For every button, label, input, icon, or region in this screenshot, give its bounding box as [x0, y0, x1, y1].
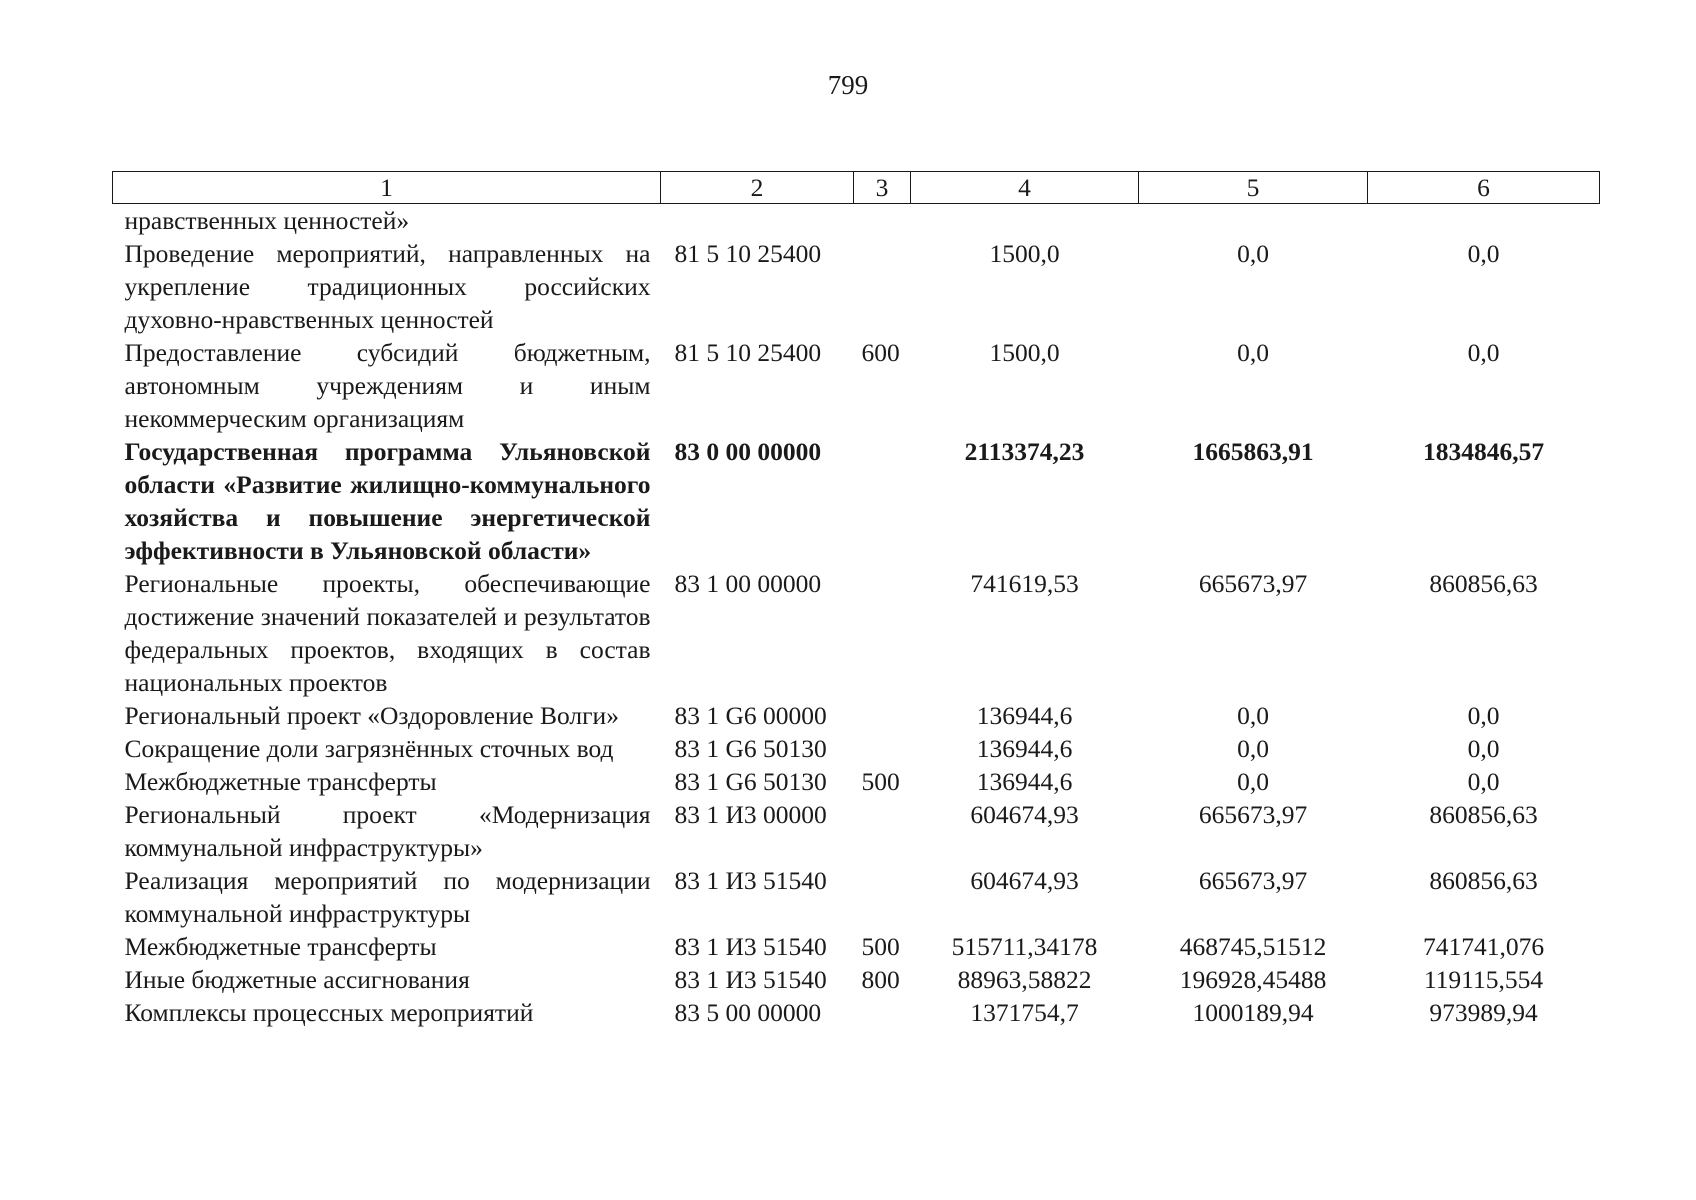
row-value-col6: 119115,554 — [1423, 965, 1544, 994]
row-name: нравственных ценностей» — [124, 206, 410, 235]
row-code: 83 1 G6 50130 — [674, 734, 827, 763]
row-value-col5: 1000189,94 — [1192, 998, 1314, 1027]
row-value-col4: 1500,0 — [989, 239, 1060, 268]
row-name: Региональные проекты, обеспечивающие достижение значений показателей и результатов федеральных проектов, входящих в состав национальных проектов — [124, 569, 651, 697]
budget-table — [112, 171, 1600, 1029]
row-value-col5: 0,0 — [1237, 767, 1269, 796]
header-row — [113, 172, 1600, 204]
row-value-col5: 0,0 — [1237, 701, 1269, 730]
row-value-col4: 136944,6 — [976, 701, 1073, 730]
table-row — [113, 435, 1600, 567]
row-value-col4: 1371754,7 — [970, 998, 1079, 1027]
table-header — [113, 172, 1600, 204]
row-kvr — [854, 732, 911, 765]
row-value-col6: 860856,63 — [1429, 866, 1538, 895]
row-value-col5 — [1139, 204, 1368, 238]
row-value-col5: 196928,45488 — [1179, 965, 1327, 994]
table-row — [113, 798, 1600, 864]
row-name: Реализация мероприятий по модернизации коммунальной инфраструктуры — [124, 866, 651, 928]
table-row — [113, 204, 1600, 238]
table-row — [113, 963, 1600, 996]
row-value-col6: 973989,94 — [1429, 998, 1538, 1027]
row-value-col6: 741741,076 — [1422, 932, 1545, 961]
table-row — [113, 336, 1600, 435]
row-value-col6: 0,0 — [1467, 734, 1500, 763]
row-value-col5: 1665863,91 — [1192, 437, 1314, 466]
row-value-col6: 0,0 — [1467, 239, 1500, 268]
row-kvr — [854, 996, 911, 1029]
row-code: 83 1 И3 51540 — [674, 932, 827, 961]
row-value-col4: 515711,34178 — [951, 932, 1098, 961]
table-row — [113, 699, 1600, 732]
row-name: Межбюджетные трансферты — [124, 932, 437, 961]
row-value-col5: 665673,97 — [1198, 569, 1308, 598]
table-row — [113, 864, 1600, 930]
row-kvr — [854, 864, 911, 930]
row-code: 81 5 10 25400 — [674, 338, 822, 367]
row-name: Межбюджетные трансферты — [124, 767, 437, 796]
row-value-col5: 0,0 — [1237, 338, 1269, 367]
row-value-col6 — [1368, 204, 1600, 238]
table-row — [113, 732, 1600, 765]
row-code: 81 5 10 25400 — [674, 239, 822, 268]
row-kvr: 500 — [861, 767, 900, 796]
row-value-col6: 860856,63 — [1429, 800, 1538, 829]
row-value-col5: 665673,97 — [1198, 866, 1308, 895]
header-col-3: 3 — [854, 172, 911, 204]
header-col-4: 4 — [911, 172, 1139, 204]
row-name: Государственная программа Ульяновской области «Развитие жилищно-коммунального хозяйства и повышение энергетической эффективности в Ульяновской области» — [124, 437, 651, 565]
row-kvr — [854, 567, 911, 699]
header-col-2: 2 — [661, 172, 854, 204]
row-value-col4: 604674,93 — [970, 866, 1079, 895]
row-value-col4: 2113374,23 — [964, 437, 1085, 466]
row-value-col6: 0,0 — [1467, 338, 1500, 367]
row-value-col5: 0,0 — [1237, 239, 1269, 268]
row-code: 83 1 И3 51540 — [674, 866, 827, 895]
row-kvr: 600 — [861, 338, 900, 367]
header-col-6: 6 — [1368, 172, 1600, 204]
row-name: Региональный проект «Оздоровление Волги» — [124, 701, 619, 730]
row-value-col4: 136944,6 — [976, 734, 1073, 763]
row-value-col5: 468745,51512 — [1179, 932, 1327, 961]
row-kvr: 500 — [861, 932, 900, 961]
row-code: 83 1 И3 51540 — [674, 965, 827, 994]
row-kvr — [854, 699, 911, 732]
row-value-col6: 1834846,57 — [1422, 437, 1545, 466]
row-value-col4 — [911, 204, 1139, 238]
table-row — [113, 765, 1600, 798]
row-value-col6: 860856,63 — [1429, 569, 1538, 598]
header-col-1: 1 — [113, 172, 661, 204]
row-code: 83 1 И3 00000 — [674, 800, 827, 829]
row-kvr — [854, 435, 911, 567]
header-col-5: 5 — [1139, 172, 1368, 204]
row-value-col4: 1500,0 — [989, 338, 1060, 367]
row-name: Иные бюджетные ассигнования — [124, 965, 470, 994]
row-code: 83 0 00 00000 — [674, 437, 822, 466]
row-value-col5: 665673,97 — [1198, 800, 1308, 829]
row-value-col4: 88963,58822 — [957, 965, 1092, 994]
row-kvr: 800 — [861, 965, 900, 994]
table-row — [113, 237, 1600, 336]
row-kvr — [854, 798, 911, 864]
row-value-col4: 604674,93 — [970, 800, 1079, 829]
row-name: Предоставление субсидий бюджетным, автономным учреждениям и иным некоммерческим организациям — [124, 338, 651, 433]
row-value-col4: 741619,53 — [970, 569, 1079, 598]
table-row — [113, 930, 1600, 963]
row-value-col5: 0,0 — [1237, 734, 1269, 763]
row-code: 83 1 00 00000 — [674, 569, 822, 598]
row-name: Сокращение доли загрязнённых сточных вод — [124, 734, 614, 763]
row-kvr — [854, 237, 911, 336]
table-row — [113, 996, 1600, 1029]
row-code: 83 1 G6 50130 — [674, 767, 827, 796]
table-body — [113, 204, 1600, 1030]
row-value-col4: 136944,6 — [976, 767, 1073, 796]
row-value-col6: 0,0 — [1467, 701, 1500, 730]
row-kvr — [854, 204, 911, 238]
table-row — [113, 567, 1600, 699]
row-value-col6: 0,0 — [1467, 767, 1500, 796]
row-name: Региональный проект «Модернизация коммунальной инфраструктуры» — [124, 800, 651, 862]
row-name: Комплексы процессных мероприятий — [124, 998, 534, 1027]
row-code — [661, 204, 854, 238]
row-code: 83 1 G6 00000 — [674, 701, 827, 730]
page-number: 799 — [827, 70, 869, 100]
row-code: 83 5 00 00000 — [674, 998, 822, 1027]
row-name: Проведение мероприятий, направленных на укрепление традиционных российских духовно-нравственных ценностей — [124, 239, 651, 334]
